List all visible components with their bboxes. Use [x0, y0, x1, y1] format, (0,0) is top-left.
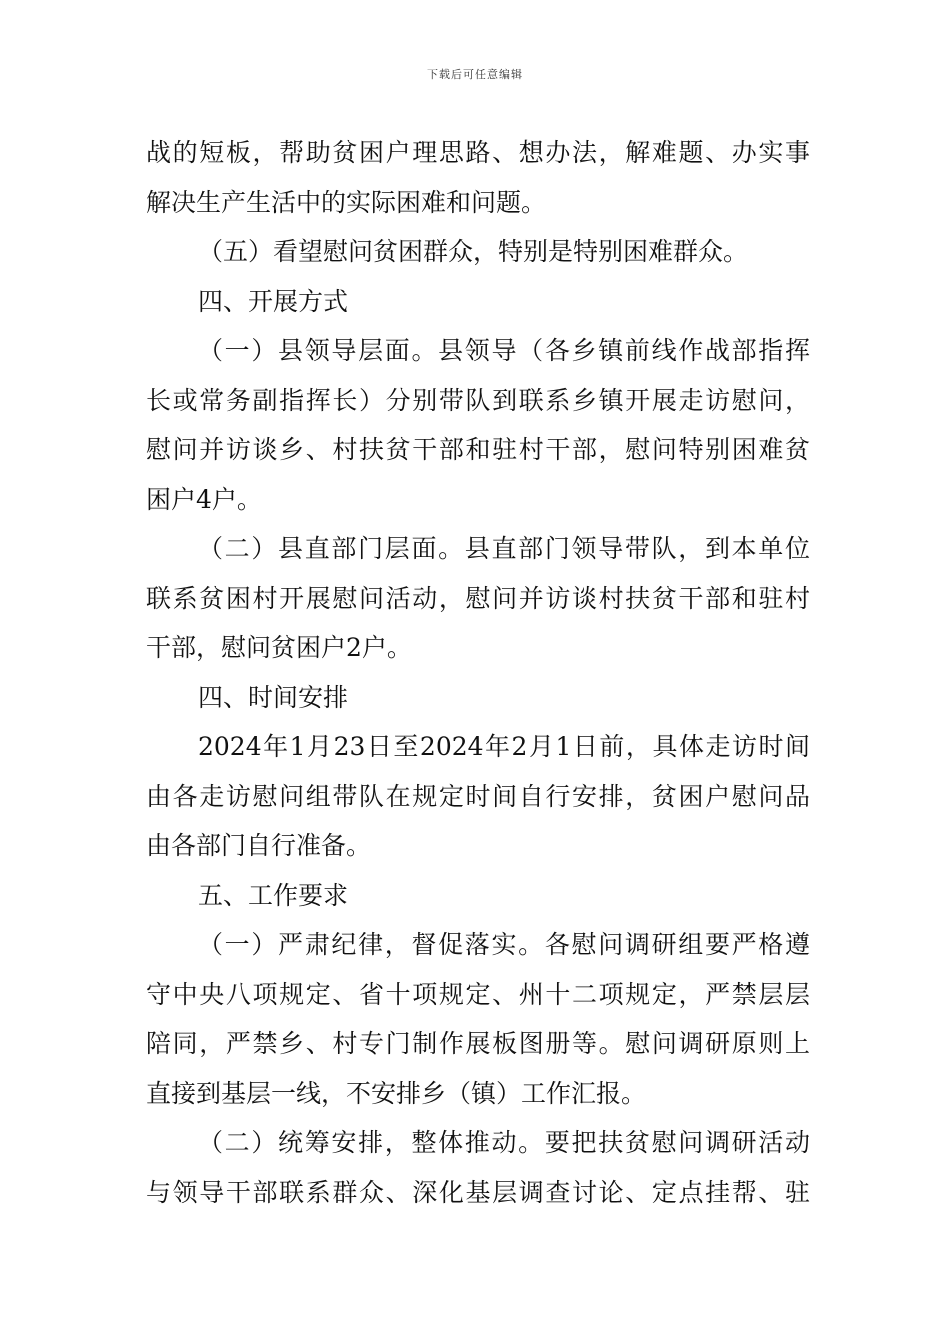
paragraph-line: 2024年1月23日至2024年2月1日前，具体走访时间 [198, 732, 810, 761]
paragraph-line: 直接到基层一线，不安排乡（镇）工作汇报。 [146, 1078, 647, 1108]
paragraph-line: 由各走访慰问组带队在规定时间自行安排，贫困户慰问品 [146, 781, 810, 811]
paragraph-line: 解决生产生活中的实际困难和问题。 [146, 187, 547, 217]
paragraph-line: 慰问并访谈乡、村扶贫干部和驻村干部，慰问特别困难贫 [146, 435, 810, 464]
paragraph-line: 与领导干部联系群众、深化基层调查讨论、定点挂帮、驻 [146, 1177, 810, 1207]
paragraph-line: （二）县直部门层面。县直部门领导带队，到本单位 [198, 534, 810, 563]
paragraph-line: 困户4户。 [146, 484, 262, 514]
paragraph-line: （五）看望慰问贫困群众，特别是特别困难群众。 [198, 237, 749, 266]
section-heading: 四、时间安排 [198, 682, 349, 712]
paragraph-line: 陪同，严禁乡、村专门制作展板图册等。慰问调研原则上 [146, 1029, 810, 1058]
paragraph-line: 战的短板，帮助贫困户理思路、想办法，解难题、办实事 [146, 138, 810, 167]
section-heading: 五、工作要求 [198, 880, 349, 910]
page-header-note: 下载后可任意编辑 [427, 68, 523, 81]
paragraph-line: 联系贫困村开展慰问活动，慰问并访谈村扶贫干部和驻村 [146, 583, 810, 613]
document-body [146, 128, 810, 1217]
paragraph-line: 干部，慰问贫困户2户。 [146, 633, 412, 662]
paragraph-line: 长或常务副指挥长）分别带队到联系乡镇开展走访慰问， [146, 385, 810, 415]
paragraph-line: （一）县领导层面。县领导（各乡镇前线作战部指挥 [198, 336, 810, 365]
paragraph-line: （二）统筹安排，整体推动。要把扶贫慰问调研活动 [198, 1128, 810, 1157]
paragraph-line: （一）严肃纪律，督促落实。各慰问调研组要严格遵 [198, 930, 810, 959]
paragraph-line: 由各部门自行准备。 [146, 831, 372, 860]
section-heading: 四、开展方式 [198, 286, 349, 316]
paragraph-line: 守中央八项规定、省十项规定、州十二项规定，严禁层层 [146, 979, 810, 1009]
